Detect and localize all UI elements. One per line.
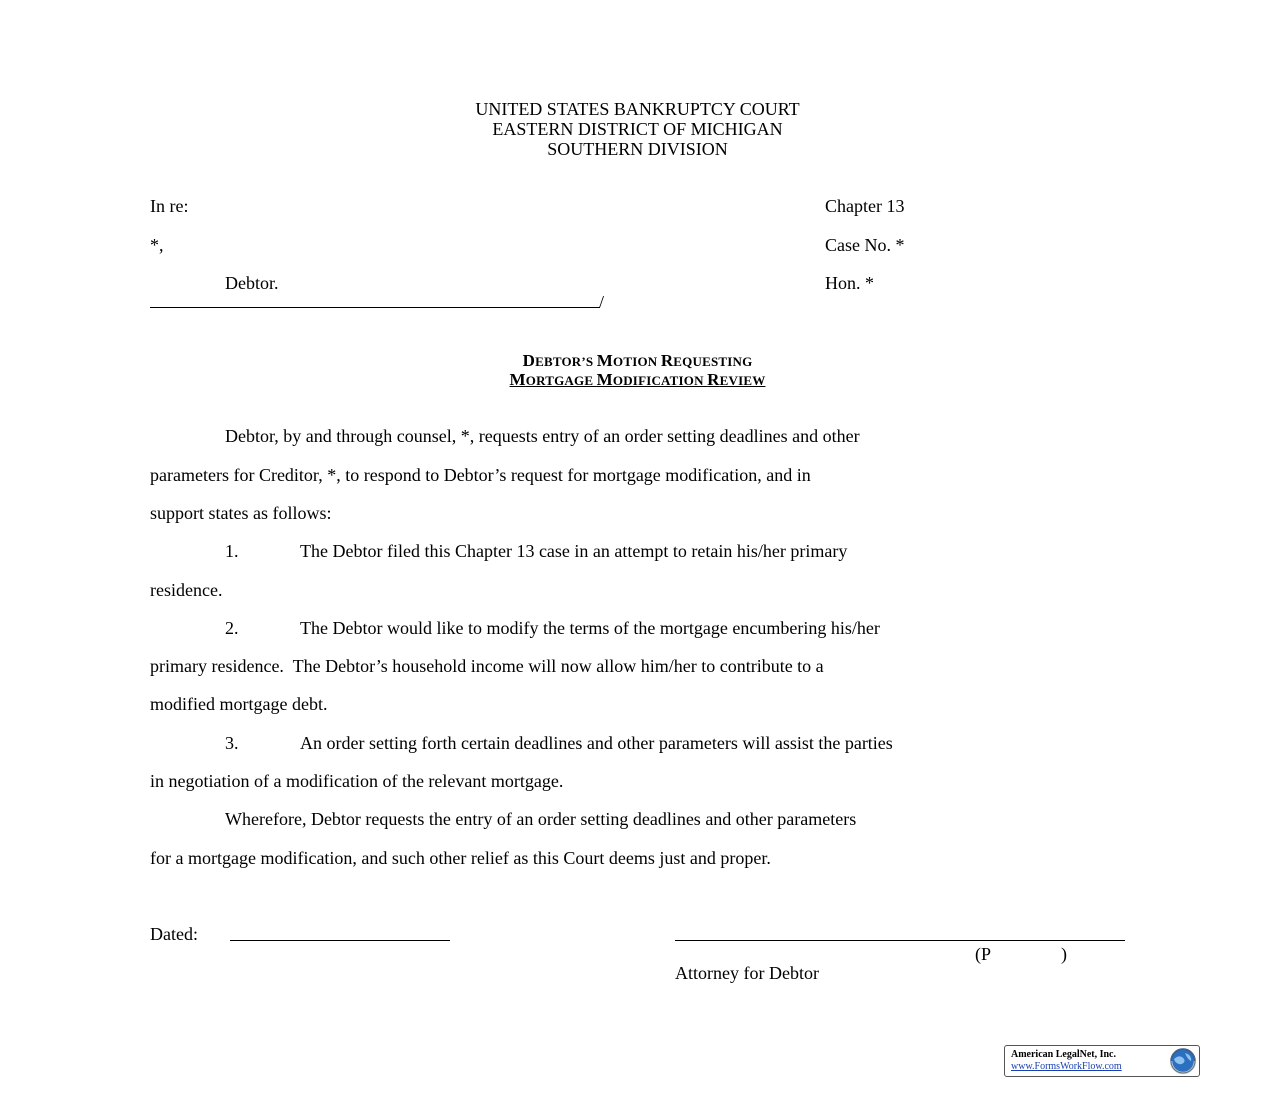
- bar-number-close: ): [1061, 944, 1067, 964]
- motion-title-line2: [0, 369, 1275, 391]
- para-2-line-1: The Debtor would like to modify the terms of the mortgage encumbering his/her: [300, 618, 880, 638]
- caption-rule: [150, 307, 600, 308]
- wherefore-line-2: for a mortgage modification, and such other relief as this Court deems just and proper.: [150, 848, 771, 868]
- case-number: Case No. *: [825, 235, 905, 255]
- judge-name: Hon. *: [825, 273, 874, 293]
- para-2-line-3: modified mortgage debt.: [150, 694, 328, 714]
- para-1-line-2: residence.: [150, 580, 223, 600]
- date-line[interactable]: [230, 940, 450, 941]
- para-3-line-1: An order setting forth certain deadlines and other parameters will assist the parties: [300, 733, 893, 753]
- chapter-label: Chapter 13: [825, 196, 905, 216]
- court-name: UNITED STATES BANKRUPTCY COURT: [475, 99, 800, 119]
- title-cap: D: [522, 351, 536, 370]
- debtor-name: *,: [150, 235, 164, 255]
- debtor-label: Debtor.: [225, 273, 279, 293]
- title-cap: R: [660, 351, 674, 370]
- title-rest: EVIEW: [719, 373, 766, 388]
- globe-icon: [1169, 1047, 1197, 1075]
- american-legalnet-logo[interactable]: [1004, 1045, 1200, 1077]
- bar-number-open: (P: [975, 944, 992, 964]
- para-1-line-1: The Debtor filed this Chapter 13 case in an attempt to retain his/her primary: [300, 541, 848, 561]
- logo-url-link[interactable]: www.FormsWorkFlow.com: [1011, 1061, 1122, 1072]
- signature-line[interactable]: [675, 940, 1125, 941]
- title-rest: EQUESTING: [673, 354, 753, 369]
- para-2-number: 2.: [225, 618, 239, 638]
- title-cap: M: [596, 351, 614, 370]
- title-cap: R: [707, 370, 720, 389]
- attorney-label: Attorney for Debtor: [675, 963, 819, 983]
- intro-line-3: support states as follows:: [150, 503, 332, 523]
- wherefore-line-1: Wherefore, Debtor requests the entry of an order setting deadlines and other parameters: [225, 809, 857, 829]
- logo-company: American LegalNet, Inc.: [1011, 1049, 1116, 1060]
- para-3-line-2: in negotiation of a modification of the relevant mortgage.: [150, 771, 564, 791]
- court-district: EASTERN DISTRICT OF MICHIGAN: [492, 119, 783, 139]
- title-rest: OTION: [613, 354, 661, 369]
- court-division: SOUTHERN DIVISION: [547, 139, 728, 159]
- title-rest: EBTOR’S: [535, 354, 597, 369]
- para-3-number: 3.: [225, 733, 239, 753]
- title-rest: ORTGAGE: [525, 373, 597, 388]
- title-rest: ODIFICATION: [612, 373, 708, 388]
- dated-label: Dated:: [150, 924, 198, 944]
- para-1-number: 1.: [225, 541, 239, 561]
- title-cap: M: [596, 370, 613, 389]
- title-cap: M: [509, 370, 526, 389]
- para-2-line-2: primary residence. The Debtor’s household income will now allow him/her to contribute to a: [150, 656, 824, 676]
- intro-line-1: Debtor, by and through counsel, *, requests entry of an order setting deadlines and other: [225, 426, 860, 446]
- intro-line-2: parameters for Creditor, *, to respond to Debtor’s request for mortgage modification, and in: [150, 465, 811, 485]
- caption-slash: /: [599, 292, 605, 312]
- in-re-label: In re:: [150, 196, 189, 216]
